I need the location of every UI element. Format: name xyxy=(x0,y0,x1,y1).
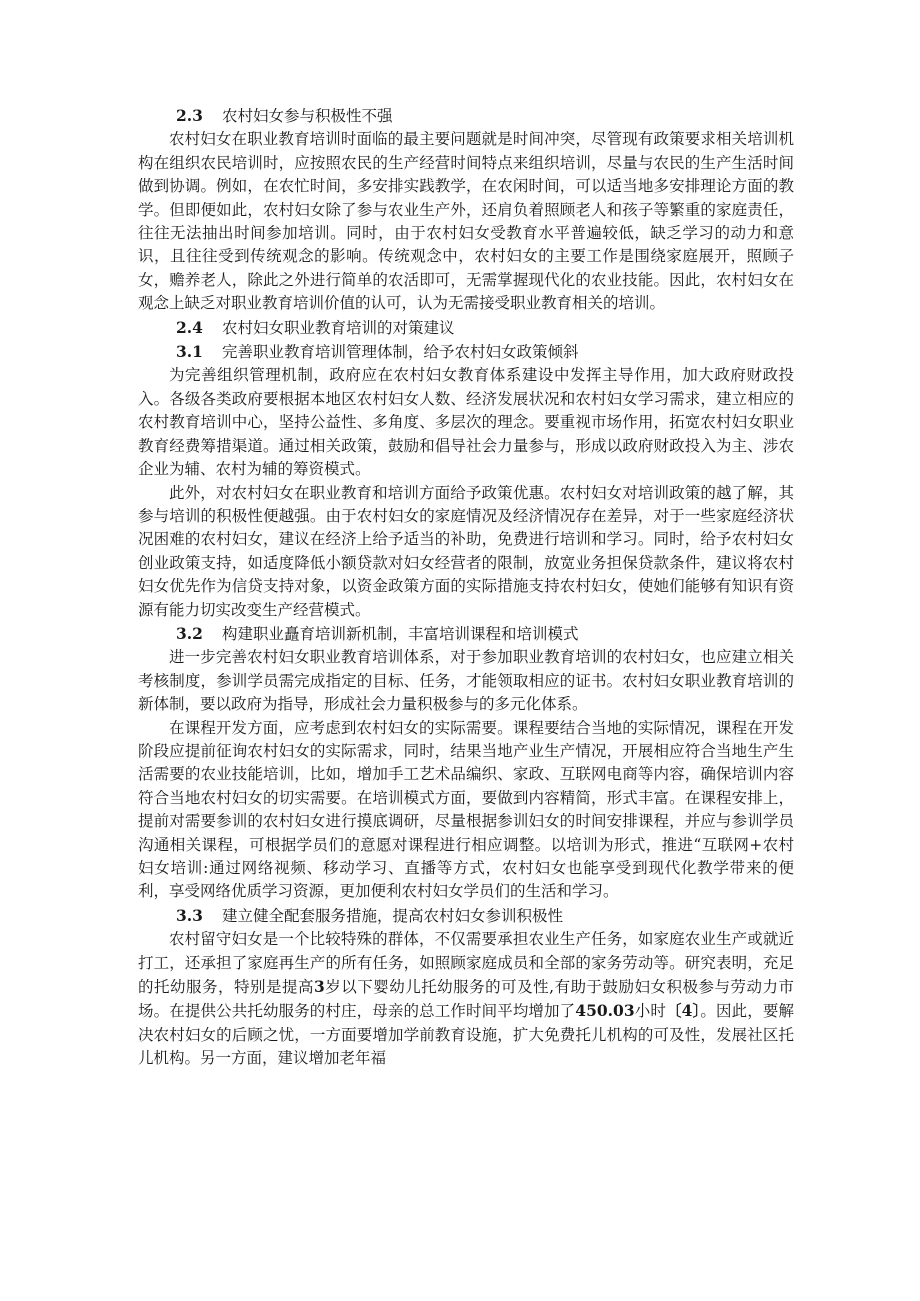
section-title: 构建职业矗育培训新机制，丰富培训课程和培训模式 xyxy=(222,624,579,643)
section-heading-2-4 xyxy=(138,316,794,340)
section-heading-3-1 xyxy=(138,340,794,364)
citation-reference: 〔4〕 xyxy=(665,1001,701,1021)
paragraph-text: 小时 xyxy=(634,1002,666,1021)
paragraph: 农村妇女在职业教育培训时面临的最主要问题就是时间冲突，尽管现有政策要求相关培训机构在组织农民培训时，应按照农民的生产经营时间特点来组织培训，尽量与农民的生产生活时间做到协调。例如，在农忙时间，多安排实践教学，在农闲时间，可以适当地多安排理论方面的教学。但即便如此，农村妇女除了参与农业生产外，还肩负着照顾老人和孩子等繁重的家庭责任，往往无法抽出时间参加培训。同时，由于农村妇女受教育水平普遍较低，缺乏学习的动力和意识，且往往受到传统观念的影响。传统观念中，农村妇女的主要工作是围绕家庭展开，照顾子女，赡养老人，除此之外进行简单的农活即可，无需掌握现代化的农业技能。因此，农村妇女在观念上缺乏对职业教育培训价值的认可，认为无需接受职业教育相关的培训。 xyxy=(138,130,794,313)
section-heading-2-3 xyxy=(138,104,794,128)
section-title: 完善职业教育培训管理体制，给予农村妇女政策倾斜 xyxy=(222,343,579,362)
section-title: 农村妇女职业教育培训的对策建议 xyxy=(222,318,455,337)
section-heading-3-2 xyxy=(138,622,794,646)
document-page xyxy=(138,104,794,1071)
section-heading-3-3 xyxy=(138,904,794,928)
emphasized-number: 450.03 xyxy=(575,1001,635,1021)
emphasized-number: 3 xyxy=(313,977,325,997)
section-number: 3.3 xyxy=(176,905,203,925)
paragraph-text: 农村留守妇女是一个比较特殊的群体，不仅需要承担农业生产任务，如家庭农业生产或就近打工，还承担了家庭再生产的所有任务，如照顾家庭成员和全部的家务劳动等。研究表明，充足的托幼服务，特别是提高 xyxy=(138,930,794,997)
paragraph-text: 岁以下婴幼儿托幼服务的可及性,有助于鼓励妇女积极参与劳动力市场。在提供公共托幼服务的村庄，母亲的总工作时间平均增加了 xyxy=(138,978,794,1021)
paragraph xyxy=(138,928,794,1070)
paragraph-text: 。因此，要解决农村妇女的后顾之忧，一方面要增加学前教育设施，扩大免费托儿机构的可及性，发展社区托儿机构。另一方面，建议增加老年福 xyxy=(138,1002,794,1068)
section-number: 3.2 xyxy=(176,623,203,643)
paragraph: 为完善组织管理机制，政府应在农村妇女教育体系建设中发挥主导作用，加大政府财政投入。各级各类政府要根据本地区农村妇女人数、经济发展状况和农村妇女学习需求，建立相应的农村教育培训中心，坚持公益性、多角度、多层次的理念。要重视市场作用，拓宽农村妇女职业教育经费筹措渠道。通过相关政策，鼓励和倡导社会力量参与，形成以政府财政投入为主、涉农企业为辅、农村为辅的筹资模式。 xyxy=(138,366,794,479)
paragraph: 在课程开发方面，应考虑到农村妇女的实际需要。课程要结合当地的实际情况，课程在开发阶段应提前征询农村妇女的实际需求，同时，结果当地产业生产情况，开展相应符合当地生产生活需要的农业技能培训，比如，增加手工艺术品编织、家政、互联网电商等内容，确保培训内容符合当地农村妇女的切实需要。在培训模式方面，要做到内容精简，形式丰富。在课程安排上，提前对需要参训的农村妇女进行摸底调研，尽量根据参训妇女的时间安排课程，并应与参训学员沟通相关课程，可根据学员们的意愿对课程进行相应调整。以培训为形式，推进“互联网+农村妇女培训:通过网络视频、移动学习、直播等方式，农村妇女也能享受到现代化教学带来的便利，享受网络优质学习资源，更加便利农村妇女学员们的生活和学习。 xyxy=(138,718,794,901)
section-number: 2.4 xyxy=(176,317,203,337)
section-number: 2.3 xyxy=(176,106,203,125)
section-title: 建立健全配套服务措施，提高农村妇女参训积极性 xyxy=(222,906,564,925)
section-number: 3.1 xyxy=(176,342,203,362)
paragraph: 此外，对农村妇女在职业教育和培训方面给予政策优惠。农村妇女对培训政策的越了解，其参与培训的积极性便越强。由于农村妇女的家庭情况及经济情况存在差异，对于一些家庭经济状况困难的农村妇女，建议在经济上给予适当的补助，免费进行培训和学习。同时，给予农村妇女创业政策支持，如适度降低小额贷款对妇女经营者的限制，放宽业务担保贷款条件，建议将农村妇女优先作为信贷支持对象，以资金政策方面的实际措施支持农村妇女，使她们能够有知识有资源有能力切实改变生产经营模式。 xyxy=(138,483,794,619)
paragraph: 进一步完善农村妇女职业教育培训体系，对于参加职业教育培训的农村妇女，也应建立相关考核制度，参训学员需完成指定的目标、任务，才能领取相应的证书。农村妇女职业教育培训的新体制，要以政府为指导，形成社会力量积极参与的多元化体系。 xyxy=(138,648,794,714)
section-title: 农村妇女参与积极性不强 xyxy=(222,107,393,125)
